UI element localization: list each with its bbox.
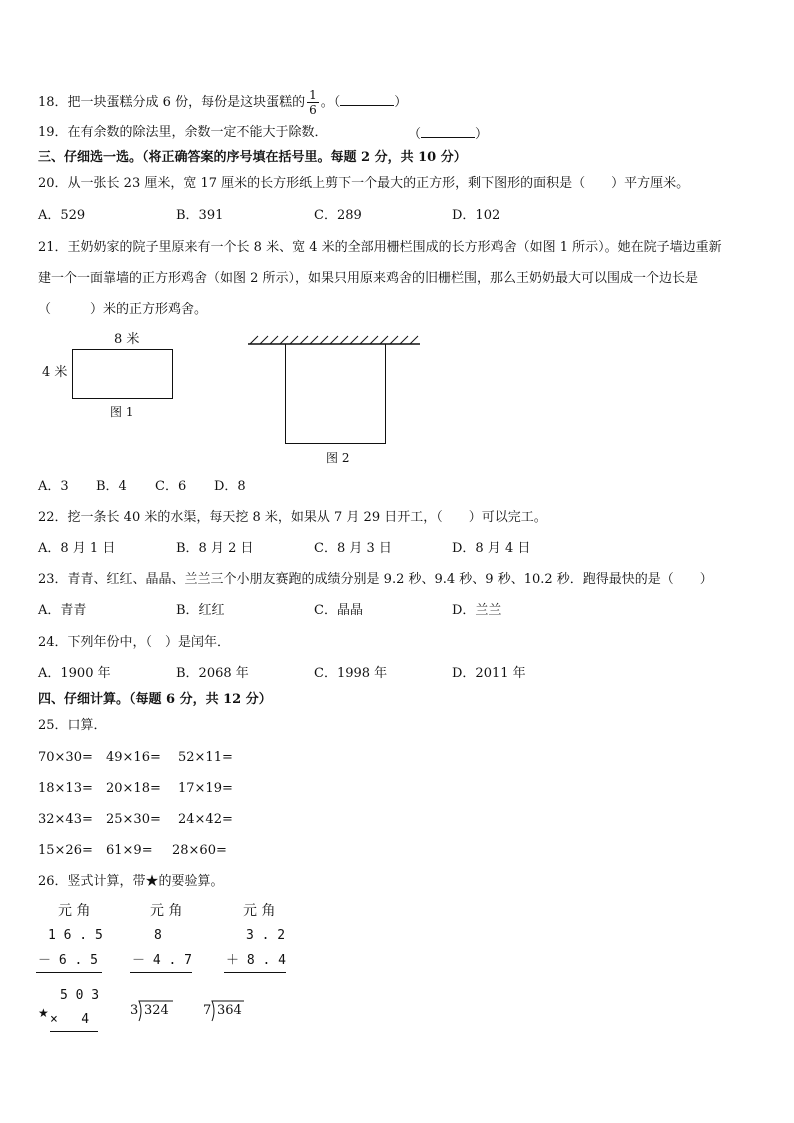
fraction (307, 88, 319, 117)
star-icon: ★ (38, 1006, 49, 1020)
calc-r3c3: 24×42= (178, 812, 233, 827)
q19-answer (408, 125, 488, 143)
question-18 (38, 88, 407, 117)
q20-option-d[interactable]: D．102 (452, 208, 501, 223)
vcalc-1-head: 元 角 (58, 903, 91, 919)
q21-option-c[interactable]: C．6 (155, 479, 187, 494)
vcalc-3-bottom: ＋ 8 . 4 (226, 953, 286, 968)
fig1-rectangle (72, 349, 173, 399)
q20-option-b[interactable]: B．391 (176, 208, 224, 223)
calc-r1c1: 70×30= (38, 750, 93, 765)
vcalc-1-bottom: － 6 . 5 (38, 953, 98, 968)
section-3-heading: 三、仔细选一选。（将正确答案的序号填在括号里。每题 2 分，共 10 分） (38, 150, 467, 165)
fig2-square (285, 344, 386, 444)
vcalc-2-head: 元 角 (150, 903, 183, 919)
vcalc-2-top: 8 (154, 928, 162, 943)
q20-option-a[interactable]: A．529 (38, 208, 86, 223)
section-4-heading: 四、仔细计算。（每题 6 分，共 12 分） (38, 692, 272, 707)
q23-option-a[interactable]: A．青青 (38, 603, 87, 618)
question-21-line-3: （ ）米的正方形鸡舍。 (38, 302, 208, 317)
vcalc-2-line (130, 972, 192, 973)
q22-option-a[interactable]: A．8 月 1 日 (38, 541, 116, 556)
question-24: 24．下列年份中，（ ）是闰年． (38, 635, 231, 650)
vcalc-2-bottom: － 4 . 7 (132, 953, 192, 968)
fig1-side-label: 4 米 (42, 365, 68, 380)
ldiv-2-divisor: 7 (203, 1003, 212, 1018)
vcalc-4-line (50, 1031, 98, 1032)
fig2-caption: 图 2 (326, 451, 350, 465)
calc-r4c1: 15×26= (38, 843, 93, 858)
question-19 (38, 125, 328, 141)
q18-paren-open: 。（ (320, 95, 341, 110)
calc-r4c3: 28×60= (172, 843, 227, 858)
fraction-numerator: 1 (309, 88, 317, 102)
q18-text: 18．把一块蛋糕分成 6 份，每份是这块蛋糕的 (38, 95, 306, 110)
answer-blank-19[interactable] (421, 125, 475, 138)
vcalc-1-top: 1 6 . 5 (48, 928, 103, 943)
q23-option-b[interactable]: B．红红 (176, 603, 225, 618)
vcalc-3-line (224, 972, 286, 973)
q24-option-c[interactable]: C．1998 年 (314, 666, 388, 681)
question-21-line-1: 21．王奶奶家的院子里原来有一个长 8 米、宽 4 米的全部用栅栏围成的长方形鸡舍（如图 1 所示）。她在院子墙边重新 (38, 240, 722, 255)
question-22: 22．挖一条长 40 米的水渠，每天挖 8 米，如果从 7 月 29 日开工，（ ）可以完工。 (38, 510, 547, 525)
vcalc-1-line (36, 972, 102, 973)
vcalc-3-head: 元 角 (243, 903, 276, 919)
question-21-line-2: 建一个一面靠墙的正方形鸡舍（如图 2 所示），如果只用原来鸡舍的旧栅栏围，那么王奶奶最大可以围成一个边长是 (38, 271, 699, 286)
q22-option-d[interactable]: D．8 月 4 日 (452, 541, 531, 556)
question-25-title: 25．口算． (38, 718, 107, 733)
fig1-top-label: 8 米 (114, 332, 140, 347)
fraction-denominator: 6 (309, 103, 317, 117)
q19-text: 19．在有余数的除法里，余数一定不能大于除数． (38, 125, 328, 140)
vcalc-4-bottom: × 4 (50, 1012, 90, 1027)
question-26-title: 26．竖式计算，带★的要验算。 (38, 874, 224, 889)
calc-r4c2: 61×9= (106, 843, 153, 858)
q23-option-c[interactable]: C．晶晶 (314, 603, 363, 618)
vcalc-3-top: 3 . 2 (246, 928, 286, 943)
q22-option-b[interactable]: B．8 月 2 日 (176, 541, 254, 556)
ldiv-1-dividend: 324 (144, 1003, 169, 1018)
q24-option-a[interactable]: A．1900 年 (38, 666, 111, 681)
vcalc-4-top: 5 0 3 (60, 988, 100, 1003)
calc-r2c1: 18×13= (38, 781, 93, 796)
q23-option-d[interactable]: D．兰兰 (452, 603, 502, 618)
calc-r3c1: 32×43= (38, 812, 93, 827)
q22-option-c[interactable]: C．8 月 3 日 (314, 541, 392, 556)
q24-option-d[interactable]: D．2011 年 (452, 666, 526, 681)
calc-r2c3: 17×19= (178, 781, 233, 796)
q21-option-b[interactable]: B．4 (96, 479, 127, 494)
question-23: 23．青青、红红、晶晶、兰兰三个小朋友赛跑的成绩分别是 9.2 秒、9.4 秒、9 秒、10.2 秒．跑得最快的是（ ） (38, 572, 713, 587)
q21-option-a[interactable]: A．3 (38, 479, 69, 494)
calc-r1c2: 49×16= (106, 750, 161, 765)
q19-paren-close: ） (475, 127, 489, 142)
fig1-caption: 图 1 (110, 405, 134, 419)
q19-paren-open: （ (408, 127, 422, 142)
q20-option-c[interactable]: C．289 (314, 208, 362, 223)
calc-r1c3: 52×11= (178, 750, 233, 765)
q21-option-d[interactable]: D．8 (214, 479, 246, 494)
ldiv-1-divisor: 3 (130, 1003, 139, 1018)
ldiv-2-dividend: 364 (217, 1003, 242, 1018)
q18-paren-close: ） (394, 95, 408, 110)
answer-blank-18[interactable] (340, 93, 394, 106)
q24-option-b[interactable]: B．2068 年 (176, 666, 249, 681)
question-20: 20．从一张长 23 厘米，宽 17 厘米的长方形纸上剪下一个最大的正方形，剩下图形的面积是（ ）平方厘米。 (38, 176, 690, 191)
calc-r2c2: 20×18= (106, 781, 161, 796)
calc-r3c2: 25×30= (106, 812, 161, 827)
